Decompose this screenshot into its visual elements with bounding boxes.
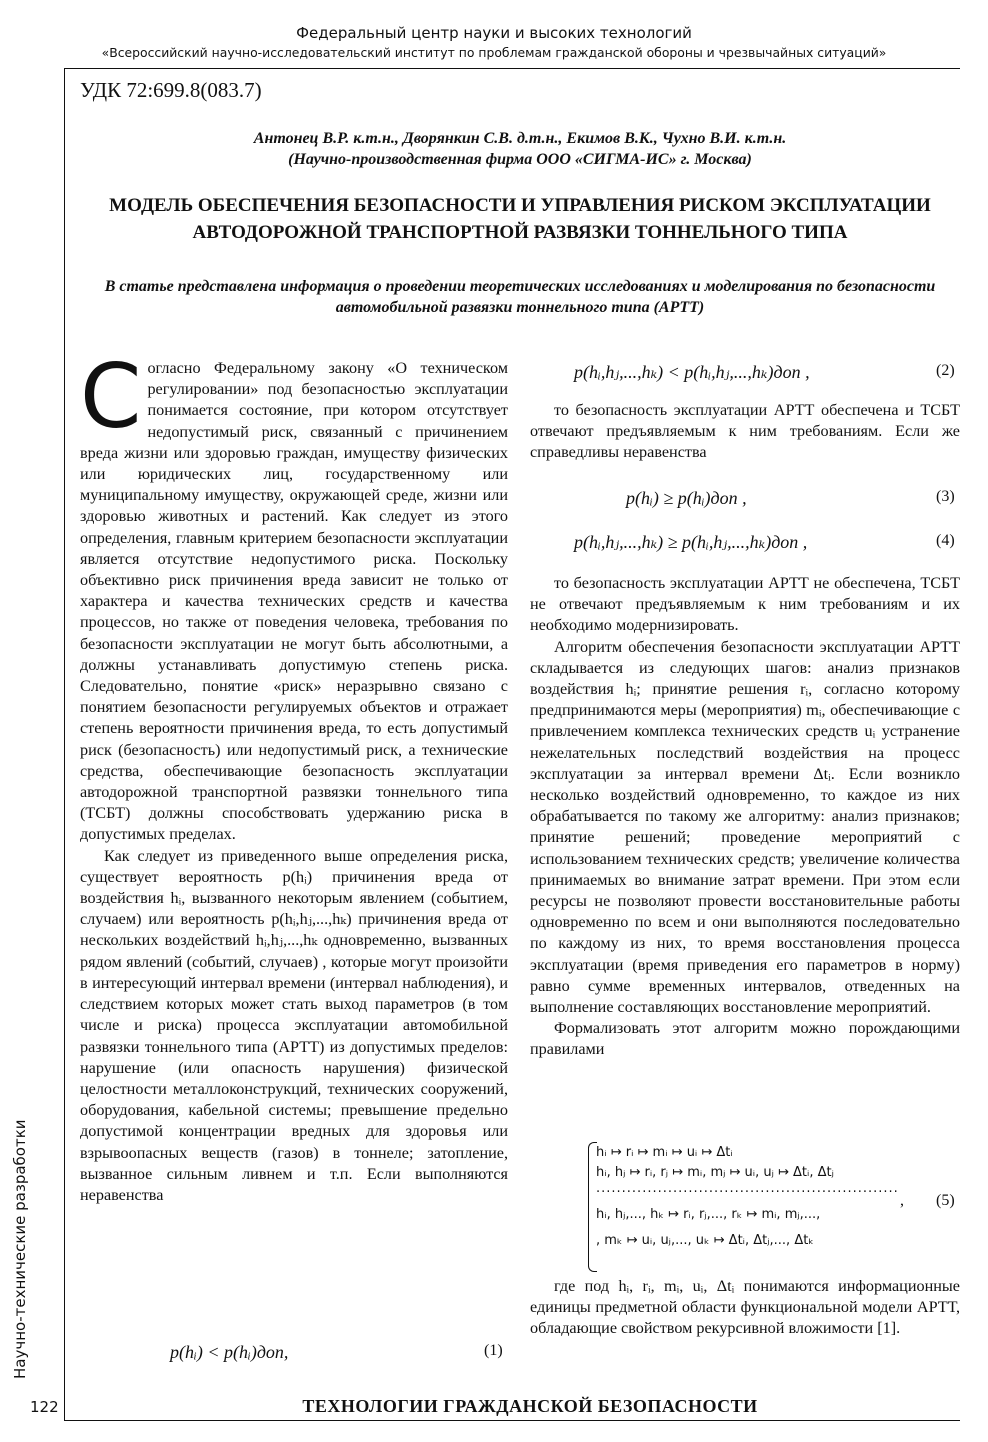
header-org-line1: Федеральный центр науки и высоких технологий — [296, 24, 692, 42]
equation-2: p(hᵢ,hⱼ,...,hₖ) < p(hᵢ,hⱼ,...,hₖ)доп , — [574, 362, 810, 382]
right-column-top — [530, 400, 960, 464]
dropcap-letter: С — [80, 345, 142, 448]
title-line1: МОДЕЛЬ ОБЕСПЕЧЕНИЯ БЕЗОПАСНОСТИ И УПРАВЛЕНИЯ РИСКОМ ЭКСПЛУАТАЦИИ — [109, 195, 931, 216]
equation-5-number: (5) — [936, 1192, 955, 1209]
authors-block — [90, 128, 950, 170]
journal-title: ТЕХНОЛОГИИ ГРАЖДАНСКОЙ БЕЗОПАСНОСТИ — [302, 1396, 758, 1416]
title-line2: АВТОДОРОЖНОЙ ТРАНСПОРТНОЙ РАЗВЯЗКИ ТОННЕЛЬНОГО ТИПА — [192, 222, 848, 243]
rules-system — [596, 1140, 899, 1254]
authors-affiliation: (Научно-производственная фирма ООО «СИГМА-ИС» г. Москва) — [288, 151, 752, 168]
paragraph-info-units: где под hᵢ, rᵢ, mᵢ, uᵢ, Δtᵢ понимаются информационные единицы предметной области функциональной модели АРТТ, обладающие свойством рекурсивной вложимости [1]. — [530, 1277, 960, 1338]
authors-names: Антонец В.Р. к.т.н., Дворянкин С.В. д.т.н., Екимов В.К., Чухно В.И. к.т.н. — [253, 130, 787, 147]
header-org-line2: «Всероссийский научно-исследовательский институт по проблемам гражданской обороны и чрезвычайных ситуаций» — [101, 45, 887, 60]
equation-1-number: (1) — [484, 1342, 503, 1359]
abstract: В статье представлена информация о проведении теоретических исследованиях и моделирования по безопасности автомобильной развязки тоннельного типа (АРТТ) — [104, 278, 936, 316]
paragraph-risk-probability: Как следует из приведенного выше определения риска, существует вероятность p(hᵢ) причинения вреда от воздействия hᵢ, вызванного некоторым явлением (событием, случаем) или вероятность p(hᵢ,hⱼ,...,hₖ) причинения вреда от нескольких воздействий hᵢ,hⱼ,...,hₖ одновременно, вызванных рядом явлений (событий, случаев) , которые могут произойти в интересующий интервал времени (интервал наблюдения), и следствием которых может стать выход параметров (в том числе и риска) процесса эксплуатации автомобильной развязки тоннельного типа (АРТТ) из допустимых пределов: нарушение (или опасность нарушения) физической целостности металлоконструкций, технических сооружений, оборудования, кабельной системы; превышение предельно допустимой концентрации вредных для здоровья или взрывоопасных веществ (газов) в тоннеле; затопление, вызванное сильным ливнем и т.п. Если выполняются неравенства — [80, 846, 508, 1204]
paragraph-intro-text: огласно Федеральному закону «О техническом регулировании» под безопасностью эксплуатации понимается состояние, при котором отсутствует недопустимый риск, связанный с причинением вреда жизни или здоровью граждан, имуществу физических или юридических лиц, государственному или муниципальному имуществу, окружающей среде, жизни или здоровью животных и растений. Как следует из этого определения, главным критерием безопасности эксплуатации является отсутствие недопустимого риска. Поскольку объективно риск причинения вреда зависит не только от характера и качества технических средств и качества процессов, но также от поведения человека, требования по безопасности эксплуатации не могут быть абсолютными, а должны устанавливать допустимую степень риска. Следовательно, понятие «риск» неразрывно связано с понятием безопасности регулируемых объектов и отражает степень вероятности причинения вреда, то есть допустимый риск (безопасность) или недопустимый риск, а технические средства, обеспечивающие безопасность эксплуатации автодорожной транспортной развязки тоннельного типа (ТСБТ) должны способствовать удержанию риска в допустимых пределах. — [80, 359, 508, 844]
equation-4: p(hᵢ,hⱼ,...,hₖ) ≥ p(hᵢ,hⱼ,...,hₖ)доп , — [574, 532, 808, 552]
rule-line-5: , mₖ ↦ uᵢ, uⱼ,..., uₖ ↦ Δtᵢ, Δtⱼ,..., Δtₖ — [596, 1233, 814, 1248]
paragraph-intro — [80, 345, 508, 846]
paragraph-safety-not-ok: то безопасность эксплуатации АРТТ не обеспечена, ТСБТ не отвечают предъявляемым к ним требованиям и их необходимо модернизировать. — [530, 574, 960, 635]
footer-rule — [64, 1420, 960, 1421]
article-title — [60, 192, 980, 246]
header-rule — [64, 68, 960, 69]
equation-4-number: (4) — [936, 532, 955, 549]
equation-1: p(hᵢ) < p(hᵢ)доп, — [170, 1342, 289, 1362]
paragraph-algorithm: Алгоритм обеспечения безопасности эксплуатации АРТТ складывается из следующих шагов: анализ признаков воздействия hᵢ; принятие решения rᵢ, согласно которому предпринимаются меры (мероприятия) mᵢ, обеспечивающие с привлечением комплекса технических средств uᵢ устранение нежелательных последствий воздействия на процесс эксплуатации за интервал времени Δtᵢ. Если возникло несколько воздействий одновременно, то каждое из них обрабатывается по такому же алгоритму: анализ признаков; принятие решений; проведение мероприятий с использованием технических средств; увеличение количества принимаемых во внимание затрат времени. При этом если ресурсы не позволяют провести восстановительные работы одновременно по всем и они выполняются последовательно по каждому из них, то время восстановления процесса эксплуатации (время приведения его параметров в норму) равно сумме временных интервалов, отведенных на выполнение составляющих восстановление мероприятий. — [530, 637, 960, 1017]
rule-line-2: hᵢ, hⱼ ↦ rᵢ, rⱼ ↦ mᵢ, mⱼ ↦ uᵢ, uⱼ ↦ Δtᵢ, Δtⱼ — [596, 1165, 834, 1180]
paragraph-formalize: Формализовать этот алгоритм можно порождающими правилами — [530, 1019, 960, 1059]
right-column-middle — [530, 573, 960, 1061]
side-section-label: Научно-технические разработки — [11, 1119, 29, 1379]
left-column — [80, 345, 508, 1206]
equation-3: p(hᵢ) ≥ p(hᵢ)доп , — [626, 488, 747, 508]
system-comma: , — [900, 1192, 904, 1209]
paragraph-safety-ok: то безопасность эксплуатации АРТТ обеспечена и ТСБТ отвечают предъявляемым к ним требованиям. Если же справедливы неравенства — [530, 401, 960, 462]
udk-code: УДК 72:699.8(083.7) — [80, 78, 262, 102]
right-column-bottom — [530, 1276, 960, 1340]
rule-line-4: hᵢ, hⱼ,..., hₖ ↦ rᵢ, rⱼ,..., rₖ ↦ mᵢ, mⱼ,..., — [596, 1207, 821, 1222]
left-margin-rule — [64, 68, 65, 1420]
page-number: 122 — [30, 1398, 59, 1416]
rule-line-ellipsis: ........................................................... — [596, 1181, 899, 1196]
equation-3-number: (3) — [936, 488, 955, 505]
equation-2-number: (2) — [936, 362, 955, 379]
rule-line-1: hᵢ ↦ rᵢ ↦ mᵢ ↦ uᵢ ↦ Δtᵢ — [596, 1145, 733, 1160]
